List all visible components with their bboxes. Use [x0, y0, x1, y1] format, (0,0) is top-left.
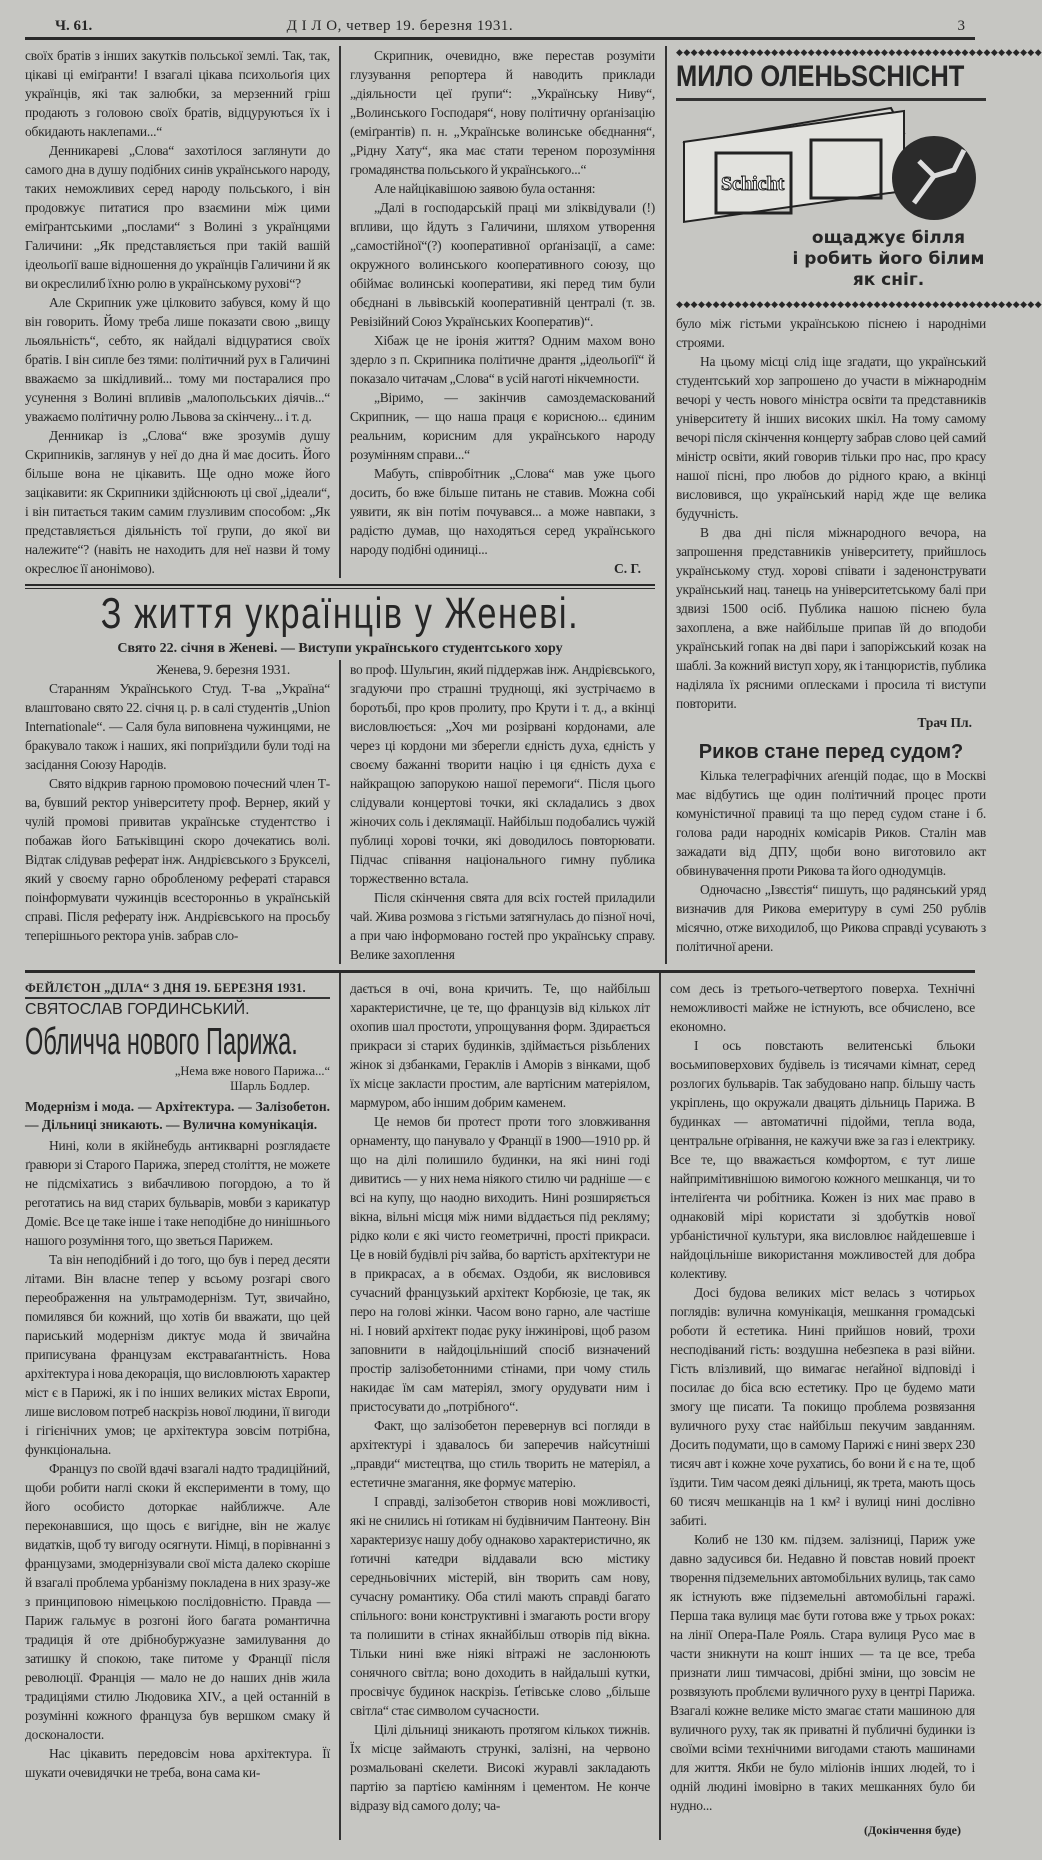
upper-section	[25, 46, 1042, 964]
paragraph: Факт, що залізобетон перевернув всі погляди в архітектурі і здавалось би заперечив найсутніші „правди“ мистецтва, що стиль творить не матеріял, а естетичне змагання, яке формує матерію.	[349, 1418, 651, 1490]
paragraph: Нині, коли в якійнебудь антикварні розглядаєте ґравюри зі Старого Парижа, зперед століття, не можете не підсміхатись з вибачливою погордою, а то й реготатись на вид старих бульварів, мовби з карикатур Доміє. Все це таке інше і таке неподібне до нинішнього нашого розуміння того, що зветься Парижем.	[25, 1138, 330, 1248]
feuilleton-header: ФЕЙЛЄТОН „ДІЛА“ З ДНЯ 19. БЕРЕЗНЯ 1931.	[25, 979, 330, 999]
geneva-headline: З життя українців у Женеві.	[100, 589, 580, 638]
paragraph: Француз по своїй вдачі взагалі надто традиційний, щоби робити наглі скоки й експерименти в тому, що його особисто доторкає найближче. Але переконавшися, що щось є вигідне, він не жалує видатків, щоб ту вигоду осягнути. Німці, в порівнанні з французами, змодернізували свої міста далеко скоріше й взагалі проблема урбанізму покладена в них зразу-же з принциповою німецькою послідовністю. Правда — Париж гальмує в розгоні його багата романтична традиція й оте дрібнобуржуазне замилування до затишку й спокою, таке питоме у Франції після революції. Франція — мало не до наших днів жила традиціями стилю Людовика XIV., а цей останній в розумінні кожного француза був вершком смаку й досконалости.	[25, 1461, 330, 1742]
masthead: Д І Л О, четвер 19. березня 1931.	[286, 18, 514, 34]
geneva-article	[25, 660, 655, 964]
epigraph: „Нема вже нового Парижа...“	[174, 1064, 330, 1078]
paragraph: дається в очі, вона кричить. Те, що найбільш характеристичне, це те, що французів від кількох літ охопив шал простоти, упрощування форм. Здирається прикраси зі старих будинків, здіймається різьблених жінок зі дзбанками, Гераклів і Аморів з вінками, щоб їх місце закласти простим, але вартісним матеріялом, мармуром, або іншим добрим каменем.	[349, 981, 651, 1110]
paragraph: Після скінчення свята для всіх гостей приладили чай. Жива розмова з гістьми затягнулась до пізної ночі, а при чаю інформовано гостей про українську справу. Велике захоплення	[350, 890, 655, 962]
ad-slogan-line: ощаджує білля	[811, 228, 966, 248]
epigraph-author: Шарль Бодлер.	[230, 1079, 310, 1093]
top-article-col1	[25, 46, 330, 578]
signature: С. Г.	[614, 561, 641, 576]
top-article-col2-text	[350, 46, 655, 559]
column-divider	[339, 46, 341, 578]
paragraph: Одночасно „Ізвєстія“ пишуть, що радянський уряд визначив для Рикова емеритуру в сумі 250 рублів місячно, отже виходилоб, що Рикова справді усувають з політичної арени.	[676, 882, 986, 954]
paragraph: своїх братів з інших закутків польської землі. Так, так, цікаві ці еміґранти! І взагалі цікава психольоґія цих українців, які так залюбки, за мерзенний гріш продають з головою своїх братів, відцуруються їх і обкидають наклепами...“	[25, 48, 330, 139]
paragraph: Мабуть, співробітник „Слова“ мав уже цього досить, бо вже більше питань не ставив. Можна собі уявити, як він потім почувався... а може навпаки, з радістю думав, що находяться серед українського народу подібні одиниці...	[350, 466, 655, 557]
geneva-col1-text	[25, 679, 330, 945]
ad-dotted-border: ◆◆◆◆◆◆◆◆◆◆◆◆◆◆◆◆◆◆◆◆◆◆◆◆◆◆◆◆◆◆◆◆◆◆◆◆◆◆◆◆◆◆◆◆◆◆◆◆◆◆	[676, 47, 1042, 57]
paragraph: „Далі в господарській праці ми зліквідували (!) впливи, що йдуть з Галичини, шляхом утворення „самостійної“(?) кооперативної орґанізації, а саме: окружного волинського кооперативного союзу, що обіймає волинські кооперативи, які перед тим були обєднані в львівській кооперативній централі (т. зв. Ревізійний Союз Українських Кооператив)“.	[350, 200, 655, 329]
paragraph: було між гістьми українською піснею і народніми строями.	[676, 316, 986, 350]
issue-number: Ч. 61.	[55, 18, 93, 34]
paragraph: во проф. Шульгин, який піддержав інж. Андрієвського, згадуючи про страшні труднощі, які зустрічаємо в боротьбі, про кров пролиту, про Крути і т. д., а вкінці висловлюється: „Хоч ми розірвані кордонами, але через ці кордони ми зберегли єдність духа, єдність у своєму бажанні творити націю і ця єдність духа є найкращою запорукою нашої перемоги“. Після цього слідували концертові точки, які складались з двох жіночих соль і деклямації. Найбільш подобались чужій публиці хорові точки, які доводилось повторювати. Підчас співання національного гимну публика торжественно встала.	[350, 662, 655, 886]
paragraph: Хібаж це не іронія життя? Одним махом воно здерло з п. Скрипника політичне дрантя „ідеольоґії“ й показало читачам „Слова“ в усій наготі нікчемности.	[350, 333, 655, 386]
paragraph: „Віримо, — закінчив самоздемаскований Скрипник, — що наша праця є корисною... єдиним реальним, корисним для українського народу розумінням справи...“	[350, 390, 655, 462]
feuilleton-summary: Модернізм і мода. — Архітектура. — Залізобетон. — Дільниці зникають. — Вулична комунікація.	[25, 1099, 330, 1132]
column-divider	[659, 973, 661, 1840]
top-article-col2	[350, 46, 655, 578]
paragraph: сом десь із третього-четвертого поверха. Технічні неможливості майже не істнують, все обчислено, все економно.	[670, 981, 975, 1034]
paragraph: Денникареві „Слова“ захотілося заглянути до самого дна в душу подібних синів українського народу, таких неможливих серед народу польського, і він продовжує питатися про взаємини між цими еміґрантськими „послами“ з Волині з українцями Галичини: „Як представляється при такій вашій ідеольоґії ваше відношення до українців Галичини й як ви окреслилиб їхню ролю в українському рухові“?	[25, 143, 330, 291]
paragraph: Досі будова великих міст велась з чотирьох поглядів: вулична комунікація, мешкання громадські роботи й естетика. Нині прийшов новий, трохи несподіваний гість: воздушна небезпека в разі війни. Гість влізливий, що вимагає неґайної відповіді і посилає до біса всю естетику. Про це будемо мати змогу ще писати. Та покищо проблема розвязання вуличного руху стає найбільш пекучим завданням. Досить подумати, що в самому Парижі є нині зверх 230 тисяч авт і кожне хоче рухатись, бо вони й є на те, щоб їздити. Тим часом деякі дільниці, як трета, мають щось 60 тисяч мешканців на 1 км² і вулиці нині дослівно забиті.	[670, 1285, 975, 1528]
paragraph: Старанням Українського Студ. Т-ва „Україна“ влаштовано свято 22. січня ц. р. в салі студентів „Union Internationale“. — Саля була виповнена чужинцями, не бракувало також і наших, які поприїздили були тоді на засідання Союзу Народів.	[25, 681, 330, 772]
feuilleton-col3	[670, 973, 975, 1840]
geneva-col1	[25, 660, 330, 964]
geneva-col2	[350, 660, 655, 964]
paragraph: Денникар із „Слова“ вже зрозумів душу Скрипників, заглянув у неї до дна й має досить. Його більше вона не цікавить. Ще одно може його зацікавити: як Скрипники здійснюють ці свої „ідеали“, і він питається таким самим глузливим способом: „Як представляється діяльність тої групи, до якої ви належите“? (навіть не находить для неї назви й тому окреслює її анонімово).	[25, 428, 330, 576]
paragraph: І справді, залізобетон створив нові можливості, які не снились ні ґотикам ні будівничим Пантеону. Він характеризує нашу добу однаково характеристично, як ґотичні катедри віддавали всю містику середньовічних містерій, він творить сам нову, сучасну романтику. Оба стилі мають справді багато спільного: вони конструктивні і змагають рости вгору та полишити в стінах якнайбільш отворів під вікна. Тільки нині вже ніякі вітражі не заслонюють сонячного світла; воно доходить в найдальші кутки, просвічує будинок наскрізь. Ґетівське слово „більше світла“ стає символом сучасности.	[349, 1494, 651, 1718]
left-area	[25, 46, 655, 964]
paragraph: На цьому місці слід іще згадати, що український студентський хор запрошено до участи в міжнароднім вечорі у честь нового міністра освіти та представників університету й інших високих шкіл. На тому самому вечорі після скінчення концерту забрав слово цей самий міністр освіти, який говорив тільки про нас, про красу нашої пісні, про любов до рідного краю, а вкінці висловився, що український нарід жде ще велика будучність.	[676, 354, 986, 521]
paragraph: В два дні після міжнародного вечора, на запрошення представників університету, прийшлось українському студ. хорові співати і заденонструвати український нац. танець на університетському балі при здвизі 1500 осіб. Публика нашою піснею була захоплена, а вже найбільше припав їй до вподоби український гопак на дві пари і запоріжський козак на шаблі. За кожний виступ хору, як і танцюристів, публика наділяла їх рясними оплесками і просила ті виступи повторити.	[676, 525, 986, 711]
paragraph: Кілька телеграфічних аґенцій подає, що в Москві має відбутись ще один політичний процес проти комуністичної правиці та що перед судом стане і б. голова ради народніх комісарів Риков. Сталін мав зажадати від ДПУ, щоби воно виготовило акт обвинувачення проти Рикова та його однодумців.	[676, 768, 986, 878]
feuilleton-col2	[350, 973, 650, 1840]
top-article	[25, 46, 655, 578]
geneva-subtitle: Свято 22. січня в Женеві. — Виступи українського студентського хору	[117, 641, 563, 656]
paragraph: Колиб не 130 км. підзем. залізниці, Париж уже давно задусився би. Недавно й повстав новий проект творення підземельних автомобільних вулиць, так само як істнують вже підземельні автомобільні гаражі. Перша така вулиця має бути готова вже у трьох роках: на лінії Опера-Пале Рояль. Стара вулиця Русо має в части зникнути на кошт інших — та це все, треба признати лиш тимчасові, дрібні зміни, що зовсім не розвязують проблєми вуличного руху в центрі Парижа. Взагалі кожне велике місто змагає стати машиною для вуличного руху, так як приватні й публичні будинки із своїми всіми технічними вигодами стають машинами для життя. Якби не було міліонів інших людей, то і одній людині імовірно в таких мешканнях було би нудно...	[670, 1532, 975, 1813]
paragraph: І ось повстають велитенські бльоки восьмиповерхових будівель із тисячами кімнат, серед розлогих бульварів. Так забудовано напр. більшу часть укріплень, що окружали двацять дільниць Парижа. В будинках — автоматичні підойми, тепла вода, центральне оґрівання, не кажучи вже за газ і електрику. Все те, що вважається комфортом, є тут лише найпримітивнішою вимогою кожного мешканця, чи то інтеліґента чи робітника. Кожен із них має право в однаковій мірі користати зі здобутків нової урбаністичної культури, яка висловлює найдешевше і найдоцільніше використання можливостей для добра колективу.	[670, 1038, 975, 1281]
ad-dotted-border: ◆◆◆◆◆◆◆◆◆◆◆◆◆◆◆◆◆◆◆◆◆◆◆◆◆◆◆◆◆◆◆◆◆◆◆◆◆◆◆◆◆◆◆◆◆◆◆◆◆◆	[676, 299, 1042, 309]
paragraph: Цілі дільниці зникають протягом кількох тижнів. Їх місце займають стрункі, залізні, на червоно розмальовані скелети. Високі журавлі закладають партію за партією камінням і цементом. Не конче відразу від самого долу; ча-	[349, 1722, 651, 1813]
feuilleton-col1	[25, 973, 330, 1840]
page-number: 3	[957, 18, 965, 34]
right-area	[665, 46, 1042, 964]
ad-brand: SCHICHT	[851, 60, 965, 93]
paragraph: Це немов би протест проти того зловживання орнаменту, що панувало у Франції в 1900—1910 рр. й що на ділі полишило будинки, на які нині годі дивитись — у них нема ніякого стилю чи радніше — є всі на купу, що наодно виходить. Нині розширяється вікна, вільні місця між ними віддається під рекляму; рідко коли є які чисто геометричні, прості прикраси. Це в новій будівлі річ зайва, бо вартість архітектури не в прикрасах, а в обємах. Оздоби, як висловився сучасний французький архітект Корбюзіе, це так, як перо на голові жінки. Часом воно гарно, але частіше ні. І новий архітект подає руку інжинірові, щоб разом заповнити в найдоцільніший спосіб визначений простір залізобетонними стінами, при чому стиль накидає їм сам матеріял, змогу орудувати ним і пристосувати до „потрібного“.	[349, 1114, 651, 1414]
geneva-col3	[676, 314, 986, 713]
dateline: Женева, 9. березня 1931.	[156, 662, 290, 677]
paragraph: Та він неподібний і до того, що був і перед десяти літами. Він власне тепер у всьому розгарі свого переображення на ультрамодернізм. Тут, звичайно, помилявся би кожний, що хотів би вважати, що цей париський модернізм диктує мода й звичайна приписувана французам екстраваґантність. Нова архітектура і нова декорація, що висловлюють характер міст є в Парижі, як і по інших великих містах Европи, лише висловом потреб наскрізь нової людини, її вигоди і гігієнічних умов; це архітектура зовсім потрібна, функціональна.	[25, 1252, 330, 1457]
feuilleton-col3-text	[670, 979, 975, 1815]
soap-advertisement	[676, 46, 1042, 296]
ad-slogan-line: як сніг.	[852, 270, 925, 290]
ad-title: МИЛО ОЛЕНЬ	[676, 60, 852, 93]
soap-box-illustration	[676, 98, 986, 228]
feuilleton-col1-text	[25, 1136, 330, 1782]
signature: Трач Пл.	[917, 715, 972, 730]
paragraph: Нас цікавить передовсім нова архітектура. Її шукати очевидячки не треба, вона сама ки-	[25, 1746, 330, 1780]
page-header	[25, 0, 975, 40]
paragraph: Але Скрипник уже цілковито забувся, кому й що він говорить. Йому треба лише показати свою „вищу льояльність“, себто, як найдалі відцуратися своїх братів. І він сипле без тями: політичний рух в Галичині вважаємо за шкідливий... тому ми постаралися про усунення з Волині впливів „малопольських діячів...“ уважаємо політичну ролю Львова за скінчену... і т. д.	[25, 295, 330, 424]
rykov-text	[676, 766, 986, 956]
feuilleton-title: Обличча нового Парижа.	[25, 1021, 298, 1063]
ad-slogan	[791, 228, 986, 291]
rykov-headline: Риков стане перед судом?	[698, 741, 964, 763]
ad-slogan-line: і робить його білим	[792, 249, 985, 269]
feuilleton	[25, 973, 975, 1840]
box-brand: Schicht	[721, 173, 785, 195]
paragraph: Свято відкрив гарною промовою почесний член Т-ва, бувший ректор університету проф. Вернер, який у чулій промові привитав українське студентство і побажав його Батьківщині скоро дочекатись волі. Відтак слідував реферат інж. Андрієвського з Брукселі, який у своєму гарно обробленому рефераті старався поінформувати чужинців всесторонньо в українській справі. Після реферату інж. Андрієвського на просьбу теперішнього ректора унів. забрав сло-	[25, 776, 330, 943]
paragraph: Скрипник, очевидно, вже перестав розуміти глузування репортера й наводить приклади „діяльности цеї ґрупи“: „Українську Ниву“, „Волинського Господаря“, нову політичну орґанізацію (еміґрантів) п. н. „Українське волинське обєднання“, „Рідну Хату“, яка має стати тереном порозуміння громадянства польського й українського...“	[350, 48, 655, 177]
continued-note: (Докінчення буде)	[863, 1823, 961, 1837]
feuilleton-author: СВЯТОСЛАВ ГОРДИНСЬКИЙ.	[25, 1001, 250, 1018]
column-divider	[339, 660, 341, 964]
paragraph: Але найцікавішою заявою була остання:	[374, 181, 596, 196]
column-divider	[339, 973, 341, 1840]
